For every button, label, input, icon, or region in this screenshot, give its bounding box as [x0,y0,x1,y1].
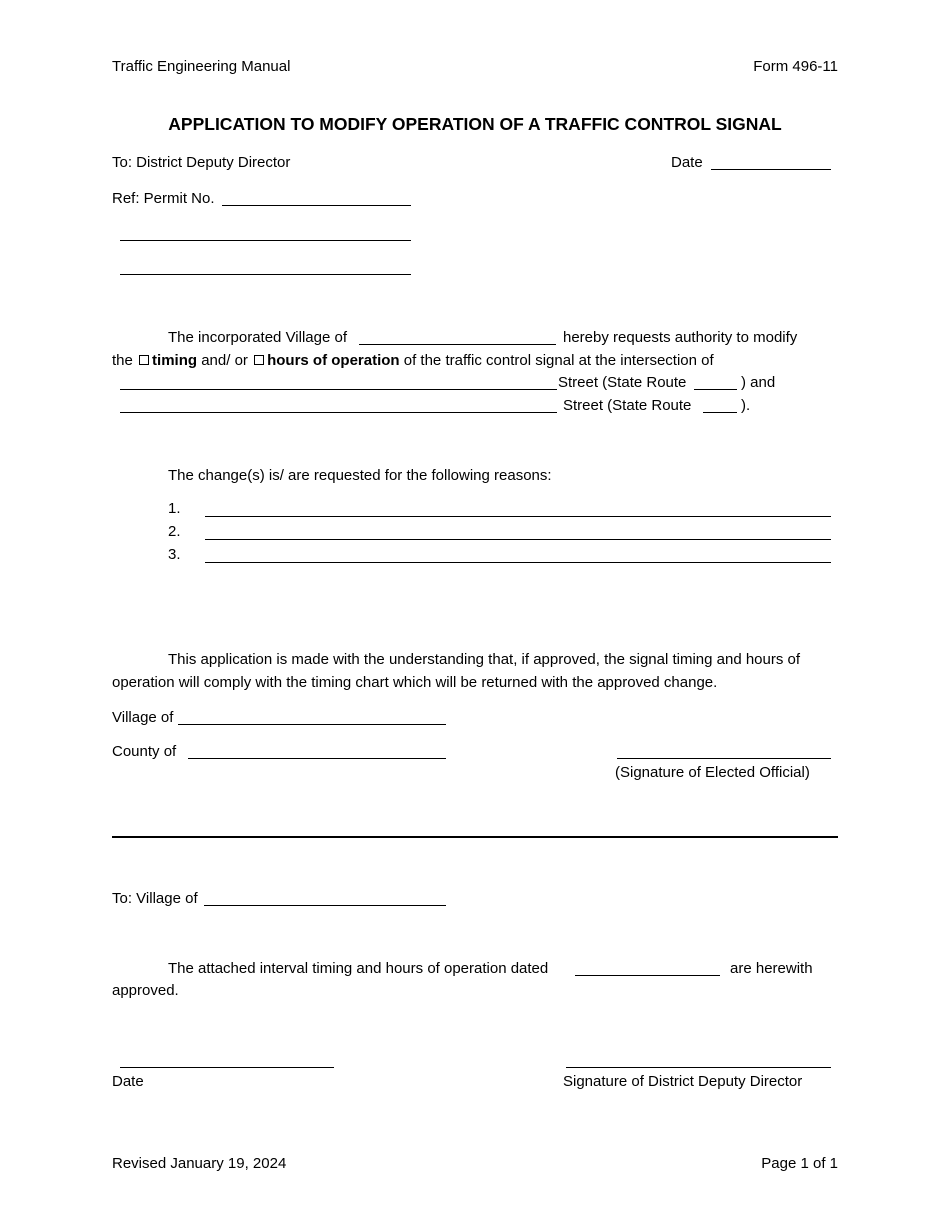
elected-signature-label: (Signature of Elected Official) [615,764,810,781]
permit-label: Ref: Permit No. [112,190,215,207]
street2-label: Street (State Route [563,397,692,414]
street2-field[interactable] [120,412,557,413]
reason-number-1: 1. [168,500,181,517]
page-title: APPLICATION TO MODIFY OPERATION OF A TRAFFIC CONTROL SIGNAL [168,114,782,134]
understanding-line-1: This application is made with the understanding that, if approved, the signal timing and hours of [168,651,801,668]
reason-number-2: 2. [168,523,181,540]
route2-field[interactable] [703,412,737,413]
to-village-label: To: Village of [112,890,198,907]
request-text-1: The incorporated Village of [168,329,348,346]
bottom-date-field[interactable] [120,1067,334,1068]
reason-field-1[interactable] [205,516,831,517]
approval-text-2: are herewith [730,960,813,977]
timing-checkbox[interactable] [139,355,149,365]
understanding-line-2: operation will comply with the timing chart which will be returned with the approved change. [112,674,718,691]
page-number: Page 1 of 1 [761,1155,838,1172]
street2-end: ). [741,397,751,414]
street1-end: ) and [741,374,776,391]
approval-date-field[interactable] [575,975,720,976]
andor-word: and/ or [201,352,248,369]
approval-text-1: The attached interval timing and hours of operation dated [168,960,549,977]
request-text-2: hereby requests authority to modify [563,329,798,346]
request-line-2 [112,352,714,370]
hours-checkbox[interactable] [254,355,264,365]
village-label: Village of [112,709,174,726]
reason-field-3[interactable] [205,562,831,563]
county-field[interactable] [188,758,446,759]
to-director: To: District Deputy Director [112,154,291,171]
village-field[interactable] [178,724,446,725]
director-signature-field[interactable] [566,1067,831,1068]
ref-extra-line-2[interactable] [120,274,411,275]
elected-signature-field[interactable] [617,758,831,759]
hours-label: hours of operation [267,352,400,369]
the-word: the [112,352,133,369]
route1-field[interactable] [694,389,737,390]
request-text-3: of the traffic control signal at the intersection of [403,352,714,369]
bottom-date-label: Date [112,1073,144,1090]
reason-number-3: 3. [168,546,181,563]
ref-extra-line-1[interactable] [120,240,411,241]
date-field[interactable] [711,169,831,170]
manual-title: Traffic Engineering Manual [112,58,291,75]
approval-text-3: approved. [112,982,179,999]
street1-label: Street (State Route [558,374,687,391]
reason-field-2[interactable] [205,539,831,540]
village-name-field[interactable] [359,344,556,345]
permit-field[interactable] [222,205,411,206]
reasons-intro: The change(s) is/ are requested for the following reasons: [168,467,552,484]
street1-field[interactable] [120,389,557,390]
timing-label: timing [152,352,198,369]
date-label: Date [671,154,703,171]
section-divider [112,836,838,838]
to-village-field[interactable] [204,905,446,906]
county-label: County of [112,743,177,760]
revised-date: Revised January 19, 2024 [112,1155,287,1172]
director-signature-label: Signature of District Deputy Director [563,1073,803,1090]
form-number: Form 496-11 [753,58,838,75]
